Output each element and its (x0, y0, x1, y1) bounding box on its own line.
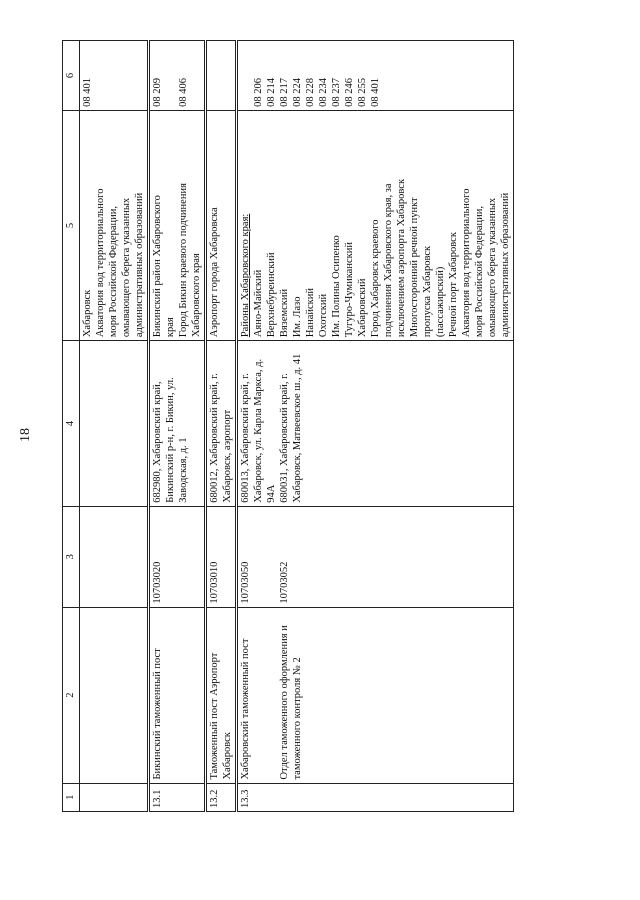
sub-division-name: Отдел таможенного оформления и таможенного контроля № 2 (279, 625, 303, 780)
sub-division-code: 10703052 (279, 561, 290, 604)
post-address: 680012, Хабаровский край, г. Хабаровск, аэропорт (206, 341, 237, 507)
table-row-13-3 (237, 41, 514, 812)
post-name: Таможенный пост Аэропорт Хабаровск (206, 607, 237, 783)
column-number-row (63, 41, 80, 812)
row-number: 13.2 (206, 783, 237, 811)
page-number: 18 (18, 428, 33, 442)
post-address: 680013, Хабаровский край, г. Хабаровск, ул. Карла Маркса, д. 94А (240, 358, 277, 503)
post-code: 10703050 (240, 561, 251, 604)
territory-cell: Хабаровск Акватория вод территориального моря Российской Федерации, омывающего берега указанных административных образований (80, 110, 149, 340)
oktmo-cell: 08 209 08 406 (149, 41, 206, 111)
row-number: 13.1 (149, 783, 206, 811)
post-code: 10703020 (149, 506, 206, 607)
col-header-4: 4 (63, 341, 80, 507)
col-header-1: 1 (63, 783, 80, 811)
rotated-table-sheet (62, 40, 511, 812)
customs-posts-table (62, 40, 514, 812)
table-row-13-1 (149, 41, 206, 812)
post-code: 10703010 (206, 506, 237, 607)
post-name: Хабаровский таможенный пост (240, 638, 251, 780)
post-address: 682980, Хабаровский край, Бикинский р-н, г. Бикин, ул. Заводская, д. 1 (149, 341, 206, 507)
post-code-cell (237, 506, 514, 607)
table-row-continued (80, 41, 149, 812)
col-header-3: 3 (63, 506, 80, 607)
territory-cell: Районы Хабаровского края: Аяно-Майский Верхнебуреинский Вяземский Им. Лазо Нанайский Охотский Им. Полины Осипенко Тугуро-Чумиканский Хабаровский Город Хабаровск краевого подчинения Хабаровского края, за исключением аэропорта Хабаровск Многосторонний речной пункт пропуска Хабаровск (пассажирский) Речной порт Хабаровск Акватория вод территориального моря Российской Федерации, омывающего берега указанных административных образований (237, 110, 514, 340)
col-header-5: 5 (63, 110, 80, 340)
oktmo-cell: 08 206 08 214 08 217 08 224 08 228 08 234 08 237 08 246 08 255 08 401 (237, 41, 514, 111)
post-name: Бикинский таможенный пост (149, 607, 206, 783)
col-header-6: 6 (63, 41, 80, 111)
oktmo-cell: 08 401 (80, 41, 149, 111)
table-row-13-2 (206, 41, 237, 812)
region-heading: Районы Хабаровского края: (240, 213, 251, 338)
territory-cell: Аэропорт города Хабаровска (206, 110, 237, 340)
post-address-cell (237, 341, 514, 507)
sub-division-address: 680031, Хабаровский край, г. Хабаровск, Матвеевское ш., д. 41 (279, 353, 303, 503)
territory-cell: Бикинский район Хабаровского края Город Бикин краевого подчинения Хабаровского края (149, 110, 206, 340)
col-header-2: 2 (63, 607, 80, 783)
post-name-cell (237, 607, 514, 783)
row-number: 13.3 (237, 783, 514, 811)
